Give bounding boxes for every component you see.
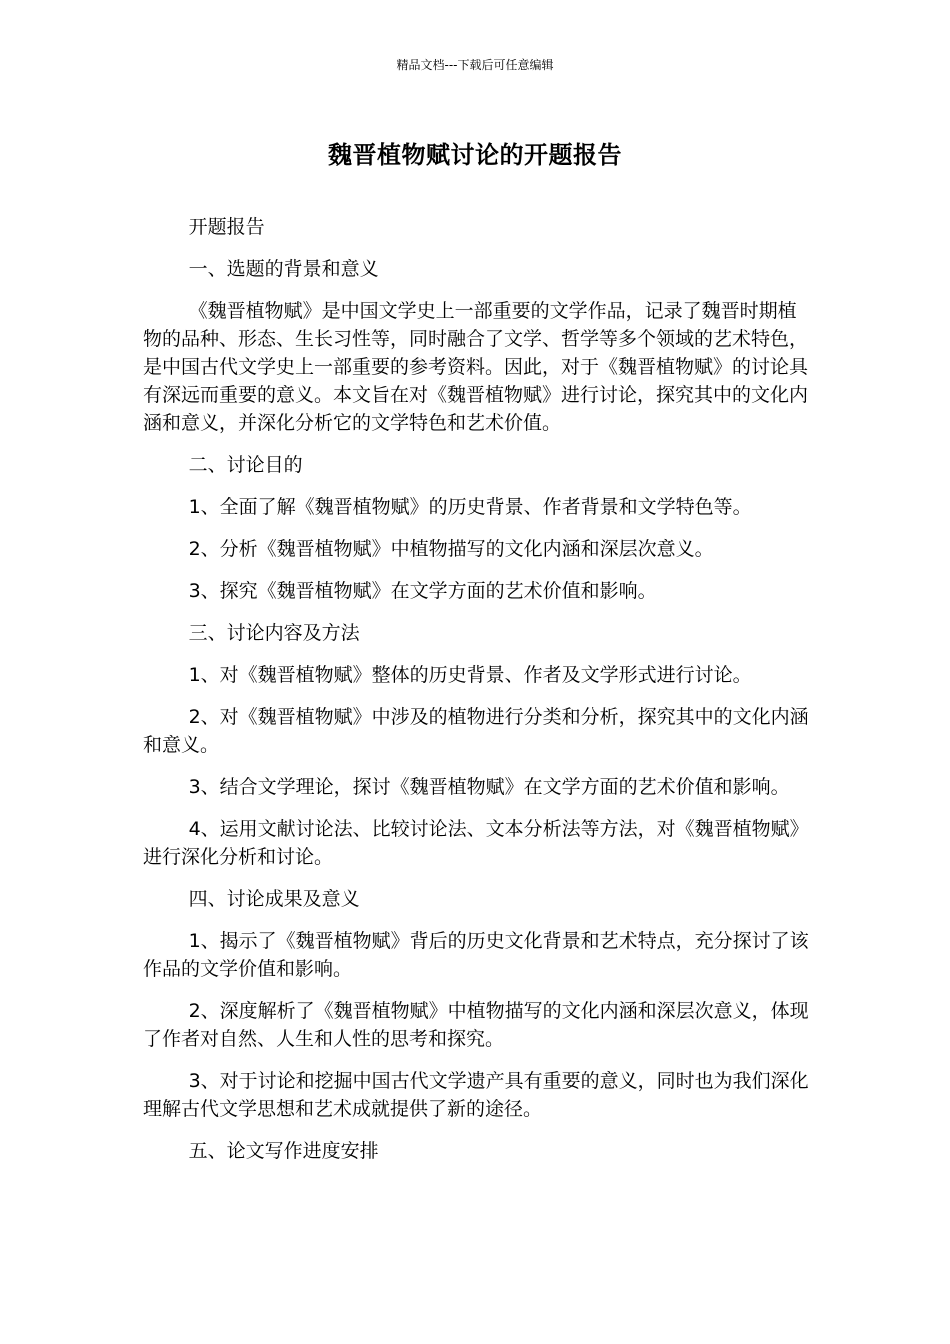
list-item-method-1: 1、对《魏晋植物赋》整体的历史背景、作者及文学形式进行讨论。	[188, 664, 752, 686]
list-item-method-4: 4、运用文献讨论法、比较讨论法、文本分析法等方法，对《魏晋植物赋》进行深化分析和讨论。	[143, 818, 809, 868]
list-item-purpose-2: 2、分析《魏晋植物赋》中植物描写的文化内涵和深层次意义。	[188, 538, 714, 560]
list-item-result-3: 3、对于讨论和挖掘中国古代文学遗产具有重要的意义，同时也为我们深化理解古代文学思想和艺术成就提供了新的途径。	[143, 1070, 809, 1120]
section-heading-purpose: 二、讨论目的	[188, 454, 303, 476]
section-heading-content-methods: 三、讨论内容及方法	[188, 622, 360, 644]
paragraph-report-label: 开题报告	[188, 216, 265, 238]
document-title: 魏晋植物赋讨论的开题报告	[328, 141, 622, 169]
section-heading-background: 一、选题的背景和意义	[188, 258, 379, 280]
list-item-method-2: 2、对《魏晋植物赋》中涉及的植物进行分类和分析，探究其中的文化内涵和意义。	[143, 706, 809, 756]
section-heading-schedule: 五、论文写作进度安排	[188, 1140, 379, 1162]
list-item-result-2: 2、深度解析了《魏晋植物赋》中植物描写的文化内涵和深层次意义，体现了作者对自然、人生和人性的思考和探究。	[143, 1000, 809, 1050]
section-heading-results: 四、讨论成果及意义	[188, 888, 360, 910]
page-header: 精品文档---下载后可任意编辑	[396, 58, 554, 72]
document-body	[143, 213, 813, 1179]
list-item-method-3: 3、结合文学理论，探讨《魏晋植物赋》在文学方面的艺术价值和影响。	[188, 776, 790, 798]
list-item-purpose-1: 1、全面了解《魏晋植物赋》的历史背景、作者背景和文学特色等。	[188, 496, 752, 518]
list-item-result-1: 1、揭示了《魏晋植物赋》背后的历史文化背景和艺术特点，充分探讨了该作品的文学价值和影响。	[143, 930, 809, 980]
paragraph-background: 《魏晋植物赋》是中国文学史上一部重要的文学作品，记录了魏晋时期植物的品种、形态、生长习性等，同时融合了文学、哲学等多个领域的艺术特色，是中国古代文学史上一部重要的参考资料。因此，对于《魏晋植物赋》的讨论具有深远而重要的意义。本文旨在对《魏晋植物赋》进行讨论，探究其中的文化内涵和意义，并深化分析它的文学特色和艺术价值。	[143, 300, 809, 434]
list-item-purpose-3: 3、探究《魏晋植物赋》在文学方面的艺术价值和影响。	[188, 580, 657, 602]
